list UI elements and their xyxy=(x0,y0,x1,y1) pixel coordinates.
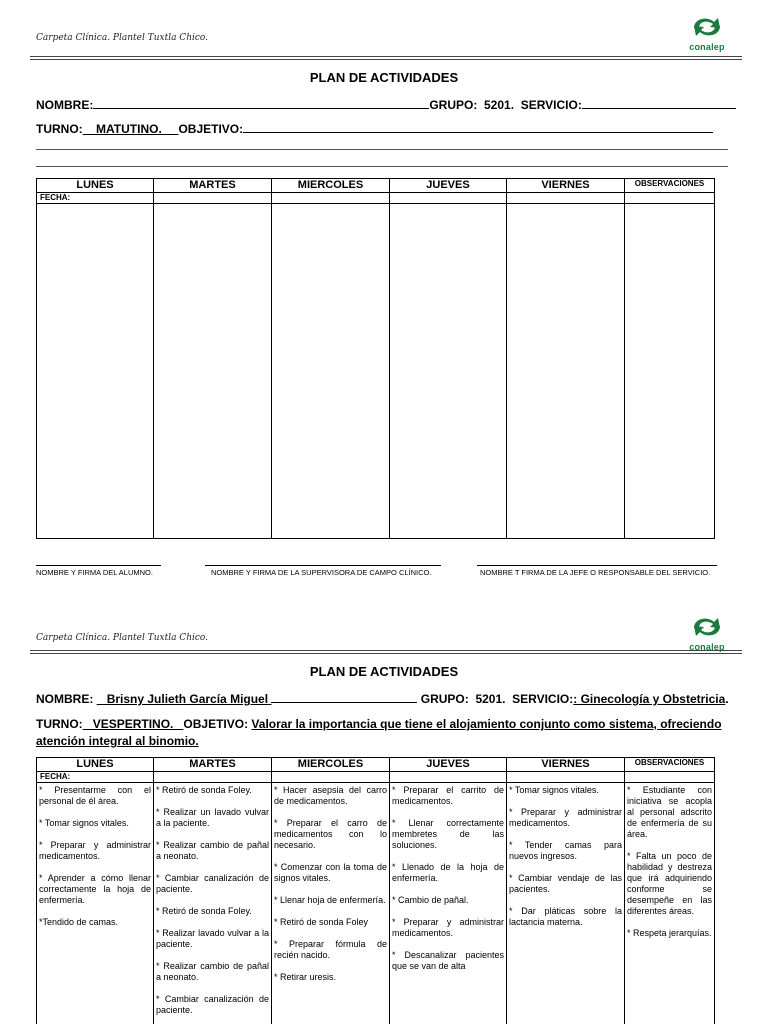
nombre-field[interactable] xyxy=(93,99,429,109)
conalep-logo-icon xyxy=(684,612,730,642)
activity-item: * Dar pláticas sobre la lactancia materna. xyxy=(509,906,622,927)
table-header-row xyxy=(37,758,715,772)
clinic-header-text: Carpeta Clínica. Plantel Tuxtla Chico. xyxy=(36,33,209,43)
conalep-logo xyxy=(684,12,730,56)
activity-item: * Falta un poco de habilidad y destreza que irá adquiriendo conforme se desempeñe en las diferentes áreas. xyxy=(627,851,712,916)
activity-item: * Preparar fórmula de recién nacido. xyxy=(274,939,387,960)
logo-text: conalep xyxy=(689,42,725,52)
activity-item: * Cambiar canalización de paciente. xyxy=(156,994,269,1015)
nombre-label: NOMBRE: xyxy=(36,692,94,706)
col-viernes: VIERNES xyxy=(507,758,625,772)
fecha-cell[interactable] xyxy=(625,193,715,204)
activity-cell[interactable] xyxy=(625,204,715,539)
jueves-activities[interactable] xyxy=(390,783,507,1024)
fecha-cell[interactable] xyxy=(390,193,507,204)
fecha-cell[interactable] xyxy=(390,772,507,783)
header-rule xyxy=(30,56,742,57)
activity-item: * Respeta jerarquías. xyxy=(627,928,712,938)
activity-item: * Presentarme con el personal de él área. xyxy=(39,785,151,806)
col-martes: MARTES xyxy=(154,758,272,772)
turno-value[interactable] xyxy=(83,717,184,731)
signature-line xyxy=(477,565,717,566)
signature-supervisor: NOMBRE Y FIRMA DE LA SUPERVISORA DE CAMPO CLÍNICO. xyxy=(211,568,432,577)
activity-item: * Hacer asepsia del carro de medicamentos. xyxy=(274,785,387,806)
turno-text: MATUTINO. xyxy=(96,122,162,136)
servicio-field[interactable] xyxy=(582,99,736,109)
activity-item: * Aprender a cómo llenar correctamente la hoja de enfermería. xyxy=(39,873,151,905)
servicio-label: SERVICIO: xyxy=(512,692,574,706)
nombre-fill xyxy=(271,693,417,703)
conalep-logo-icon xyxy=(684,12,730,42)
objetivo-continuation-line xyxy=(36,166,728,167)
objetivo-continuation-line xyxy=(36,149,728,150)
activity-item: * Tender camas para nuevos ingresos. xyxy=(509,840,622,861)
activity-cell[interactable] xyxy=(37,204,154,539)
signature-line xyxy=(36,565,161,566)
activity-cell[interactable] xyxy=(390,204,507,539)
col-jueves: JUEVES xyxy=(390,179,507,193)
activity-item: * Llenar correctamente membretes de las soluciones. xyxy=(392,818,504,850)
signature-head: NOMBRE T FIRMA DE LA JEFE O RESPONSABLE DEL SERVICIO. xyxy=(480,568,711,577)
page-header xyxy=(0,0,768,60)
col-lunes: LUNES xyxy=(37,179,154,193)
activity-item: * Preparar el carrito de medicamentos. xyxy=(392,785,504,806)
table-header-row xyxy=(37,179,715,193)
clinic-header-text: Carpeta Clínica. Plantel Tuxtla Chico. xyxy=(36,633,209,643)
activity-item: * Cambio de pañal. xyxy=(392,895,469,905)
activity-cell[interactable] xyxy=(154,204,272,539)
turno-text: VESPERTINO. xyxy=(92,717,174,731)
objetivo-label: OBJETIVO: xyxy=(178,122,244,136)
objetivo-value[interactable]: Valorar la importancia que tiene el alojamiento conjunto como sistema, ofreciendo atención integral al binomio. xyxy=(36,717,722,748)
signature-line xyxy=(205,565,441,566)
activity-table xyxy=(36,178,715,539)
header-rule xyxy=(30,653,742,654)
fecha-cell[interactable] xyxy=(507,193,625,204)
col-jueves: JUEVES xyxy=(390,758,507,772)
activity-item: * Tomar signos vitales. xyxy=(39,818,129,828)
turno-value[interactable] xyxy=(83,122,179,136)
activity-item: *Tendido de camas. xyxy=(39,917,119,927)
turno-label: TURNO: xyxy=(36,122,83,136)
activity-item: * Llenar hoja de enfermería. xyxy=(274,895,386,905)
activity-item: * Retiró de sonda Foley. xyxy=(156,785,252,795)
turno-label: TURNO: xyxy=(36,717,83,731)
activity-item: * Retirar uresis. xyxy=(274,972,337,982)
fecha-cell[interactable] xyxy=(272,193,390,204)
col-miercoles: MIERCOLES xyxy=(272,758,390,772)
page-title: PLAN DE ACTIVIDADES xyxy=(309,70,459,85)
servicio-value[interactable]: : Ginecología y Obstetricia xyxy=(573,692,726,706)
activity-item: * Llenado de la hoja de enfermería. xyxy=(392,862,504,883)
activity-item: * Realizar cambio de pañal a neonato. xyxy=(156,961,269,982)
activity-item: * Retiró de sonda Foley xyxy=(274,917,369,927)
nombre-text: Brisny Julieth García Miguel xyxy=(106,692,269,706)
activity-item: * Cambiar vendaje de las pacientes. xyxy=(509,873,622,894)
activity-cell[interactable] xyxy=(272,204,390,539)
turno-row xyxy=(36,716,736,750)
servicio-period: . xyxy=(725,692,729,706)
header-rule xyxy=(30,650,742,651)
lunes-activities[interactable] xyxy=(37,783,154,1024)
col-martes: MARTES xyxy=(154,179,272,193)
activity-item: * Preparar y administrar medicamentos. xyxy=(39,840,151,861)
logo-text: conalep xyxy=(689,642,725,652)
page-title: PLAN DE ACTIVIDADES xyxy=(309,664,459,679)
col-observaciones: OBSERVACIONES xyxy=(625,758,715,772)
activity-item: * Tomar signos vitales. xyxy=(509,785,599,795)
fecha-label: FECHA: xyxy=(37,772,154,783)
fecha-cell[interactable] xyxy=(154,193,272,204)
activity-cell[interactable] xyxy=(507,204,625,539)
header-rule xyxy=(30,59,742,60)
grupo-label: GRUPO: xyxy=(429,98,478,112)
activity-item: * Descanalizar pacientes que se van de alta xyxy=(392,950,504,971)
nombre-row xyxy=(36,692,736,706)
servicio-label: SERVICIO: xyxy=(520,98,582,112)
fecha-row xyxy=(37,193,715,204)
page-header xyxy=(0,600,768,660)
col-miercoles: MIERCOLES xyxy=(272,179,390,193)
martes-activities[interactable] xyxy=(154,783,272,1024)
nombre-row xyxy=(36,98,736,112)
filled-activity-plan-page xyxy=(0,600,768,1024)
fecha-cell[interactable] xyxy=(272,772,390,783)
activity-item: * Preparar y administrar medicamentos. xyxy=(392,917,504,938)
observaciones-notes[interactable] xyxy=(625,783,715,1024)
activity-item: * Realizar un lavado vulvar a la paciente. xyxy=(156,807,269,828)
fecha-cell[interactable] xyxy=(507,772,625,783)
nombre-label: NOMBRE: xyxy=(36,98,94,112)
activity-table xyxy=(36,757,715,1024)
activity-item: * Retiró de sonda Foley. xyxy=(156,906,252,916)
fecha-row xyxy=(37,772,715,783)
viernes-activities[interactable] xyxy=(507,783,625,1024)
activity-item: * Realizar lavado vulvar a la paciente. xyxy=(156,928,269,949)
grupo-value: 5201. xyxy=(475,692,506,706)
activity-item: * Comenzar con la toma de signos vitales. xyxy=(274,862,387,883)
col-viernes: VIERNES xyxy=(507,179,625,193)
fecha-label: FECHA: xyxy=(37,193,154,204)
activities-row xyxy=(37,783,715,1024)
activity-item: * Preparar y administrar medicamentos. xyxy=(509,807,622,828)
miercoles-activities[interactable] xyxy=(272,783,390,1024)
nombre-value[interactable] xyxy=(97,692,272,706)
signature-student: NOMBRE Y FIRMA DEL ALUMNO. xyxy=(36,568,153,577)
fecha-cell[interactable] xyxy=(625,772,715,783)
activity-item: * Preparar el carro de medicamentos con lo necesario. xyxy=(274,818,387,850)
turno-row xyxy=(36,122,736,136)
col-observaciones: OBSERVACIONES xyxy=(625,179,715,193)
fecha-cell[interactable] xyxy=(154,772,272,783)
activity-item: * Cambiar canalización de paciente. xyxy=(156,873,269,894)
activities-row xyxy=(37,204,715,539)
col-lunes: LUNES xyxy=(37,758,154,772)
grupo-label: GRUPO: xyxy=(420,692,469,706)
objetivo-label: OBJETIVO: xyxy=(183,717,249,731)
objetivo-field[interactable] xyxy=(243,123,713,133)
activity-item: * Estudiante con iniciativa se acopla al personal adscrito de enfermería de su área. xyxy=(627,785,712,839)
activity-item: * Realizar cambio de pañal a neonato. xyxy=(156,840,269,861)
grupo-value: 5201. xyxy=(484,98,515,112)
